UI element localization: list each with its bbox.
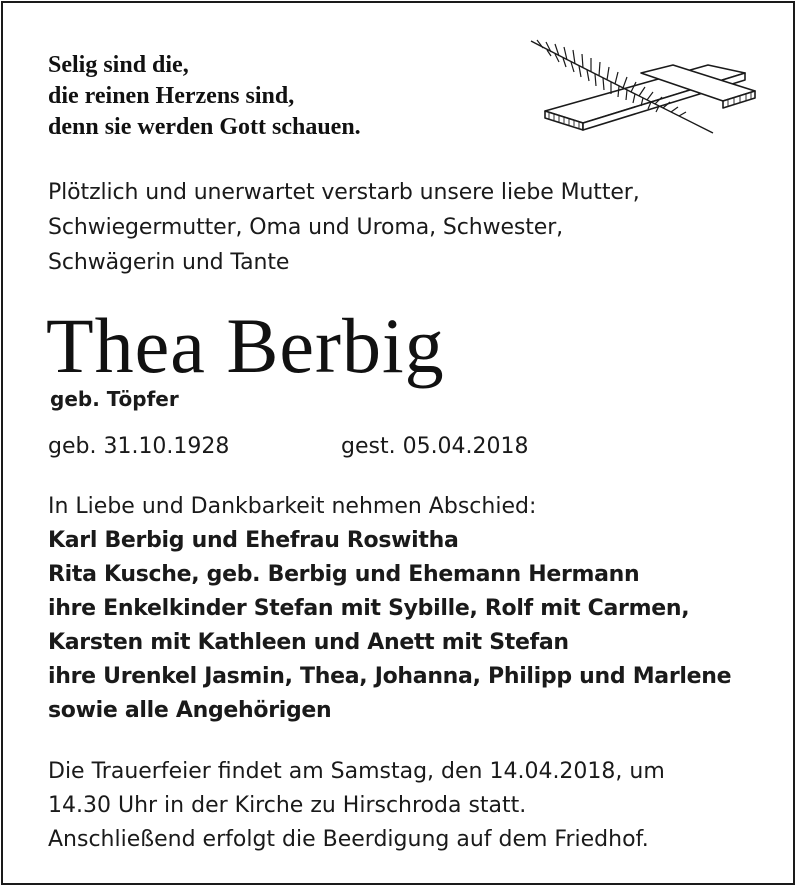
death-date: gest. 05.04.2018 [341,434,529,459]
mourner-line: Karsten mit Kathleen und Anett mit Stefan [48,630,569,655]
intro-line: Schwägerin und Tante [48,250,290,275]
mourner-line: ihre Enkelkinder Stefan mit Sybille, Rolf mit Carmen, [48,596,690,621]
service-line: Die Trauerfeier findet am Samstag, den 14.04.2018, um [48,759,665,784]
service-line: 14.30 Uhr in der Kirche zu Hirschroda statt. [48,793,527,818]
obituary-card [1,1,795,885]
birth-date: geb. 31.10.1928 [48,434,230,459]
service-line: Anschließend erfolgt die Beerdigung auf dem Friedhof. [48,827,649,852]
bible-quote [48,50,361,143]
mourner-line: Rita Kusche, geb. Berbig und Ehemann Hermann [48,562,640,587]
quote-line: Selig sind die, [48,52,189,78]
mourner-line: sowie alle Angehörigen [48,698,332,723]
quote-line: die reinen Herzens sind, [48,83,295,109]
intro-line: Schwiegermutter, Oma und Uroma, Schwester, [48,215,564,240]
maiden-name: geb. Töpfer [50,387,179,411]
mourner-line: Karl Berbig und Ehefrau Roswitha [48,528,459,553]
deceased-name: Thea Berbig [46,302,445,389]
announcement-text [48,175,640,280]
mourner-line: ihre Urenkel Jasmin, Thea, Johanna, Philipp und Marlene [48,664,732,689]
quote-line: denn sie werden Gott schauen. [48,114,361,140]
cross-with-palm-branch-icon [523,33,763,138]
funeral-service-info [48,755,665,857]
mourners-intro: In Liebe und Dankbarkeit nehmen Abschied: [48,494,537,519]
mourners-list [48,524,731,728]
intro-line: Plötzlich und unerwartet verstarb unsere liebe Mutter, [48,180,640,205]
